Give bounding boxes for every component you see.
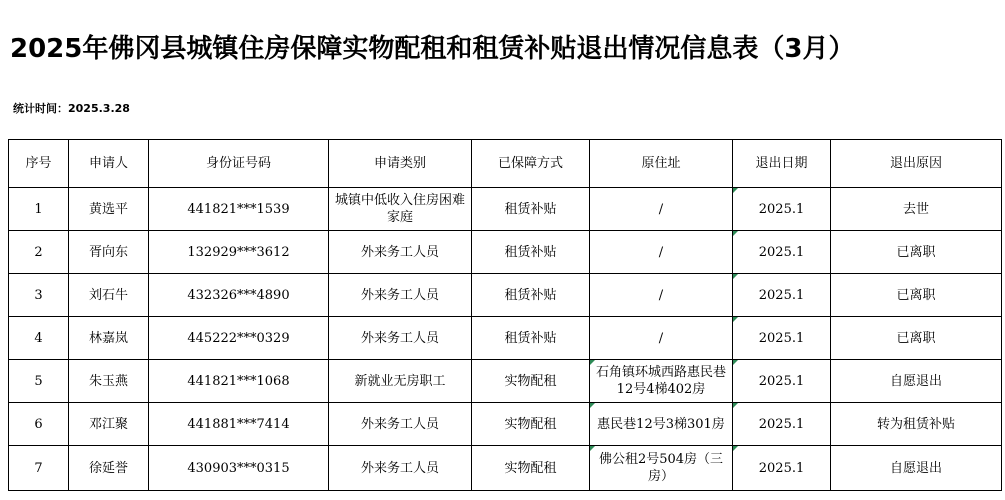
table-header-row [9, 140, 1002, 188]
cell-applicant: 胥向东 [69, 231, 149, 274]
statistics-time: 统计时间：2025.3.28 [13, 102, 130, 115]
cell-exit-date: 2025.1 [733, 231, 831, 274]
cell-mode: 租赁补贴 [472, 188, 590, 231]
cell-mode: 租赁补贴 [472, 231, 590, 274]
cell-id-number: 441821***1539 [149, 188, 329, 231]
cell-exit-date: 2025.1 [733, 403, 831, 446]
cell-exit-date: 2025.1 [733, 188, 831, 231]
cell-applicant: 黄选平 [69, 188, 149, 231]
cell-category: 新就业无房职工 [329, 360, 472, 403]
table-row [9, 360, 1002, 403]
cell-exit-reason: 转为租赁补贴 [831, 403, 1002, 446]
cell-exit-reason: 自愿退出 [831, 446, 1002, 491]
table-row [9, 274, 1002, 317]
cell-id-number: 432326***4890 [149, 274, 329, 317]
cell-id-number: 430903***0315 [149, 446, 329, 491]
cell-exit-date: 2025.1 [733, 317, 831, 360]
cell-exit-reason: 已离职 [831, 317, 1002, 360]
table-row [9, 188, 1002, 231]
cell-category: 外来务工人员 [329, 403, 472, 446]
cell-mode: 实物配租 [472, 446, 590, 491]
cell-exit-reason: 已离职 [831, 231, 1002, 274]
header-no: 序号 [9, 140, 69, 188]
cell-address: / [590, 317, 733, 360]
cell-applicant: 刘石牛 [69, 274, 149, 317]
exit-info-table [8, 139, 1002, 491]
cell-exit-reason: 自愿退出 [831, 360, 1002, 403]
cell-applicant: 朱玉燕 [69, 360, 149, 403]
cell-category: 城镇中低收入住房困难家庭 [329, 188, 472, 231]
cell-no: 2 [9, 231, 69, 274]
cell-no: 3 [9, 274, 69, 317]
cell-applicant: 徐延誉 [69, 446, 149, 491]
page-title: 2025年佛冈县城镇住房保障实物配租和租赁补贴退出情况信息表（3月） [10, 34, 855, 64]
header-exit-reason: 退出原因 [831, 140, 1002, 188]
cell-exit-date: 2025.1 [733, 446, 831, 491]
header-category: 申请类别 [329, 140, 472, 188]
cell-address: / [590, 274, 733, 317]
cell-exit-reason: 已离职 [831, 274, 1002, 317]
cell-no: 7 [9, 446, 69, 491]
cell-applicant: 邓江聚 [69, 403, 149, 446]
cell-address: 佛公租2号504房（三房） [590, 446, 733, 491]
cell-category: 外来务工人员 [329, 231, 472, 274]
cell-address: 惠民巷12号3梯301房 [590, 403, 733, 446]
table-row [9, 231, 1002, 274]
header-id-number: 身份证号码 [149, 140, 329, 188]
cell-mode: 实物配租 [472, 360, 590, 403]
cell-applicant: 林嘉岚 [69, 317, 149, 360]
cell-no: 1 [9, 188, 69, 231]
cell-no: 6 [9, 403, 69, 446]
cell-id-number: 441821***1068 [149, 360, 329, 403]
cell-exit-reason: 去世 [831, 188, 1002, 231]
table-row [9, 403, 1002, 446]
header-mode: 已保障方式 [472, 140, 590, 188]
cell-mode: 租赁补贴 [472, 317, 590, 360]
cell-id-number: 441881***7414 [149, 403, 329, 446]
cell-address: / [590, 188, 733, 231]
table-row [9, 317, 1002, 360]
cell-id-number: 132929***3612 [149, 231, 329, 274]
header-exit-date: 退出日期 [733, 140, 831, 188]
header-applicant: 申请人 [69, 140, 149, 188]
cell-address: / [590, 231, 733, 274]
cell-category: 外来务工人员 [329, 446, 472, 491]
cell-address: 石角镇环城西路惠民巷12号4梯402房 [590, 360, 733, 403]
cell-category: 外来务工人员 [329, 274, 472, 317]
cell-category: 外来务工人员 [329, 317, 472, 360]
cell-no: 5 [9, 360, 69, 403]
header-address: 原住址 [590, 140, 733, 188]
cell-no: 4 [9, 317, 69, 360]
cell-mode: 实物配租 [472, 403, 590, 446]
table-row [9, 446, 1002, 491]
cell-exit-date: 2025.1 [733, 360, 831, 403]
cell-id-number: 445222***0329 [149, 317, 329, 360]
cell-mode: 租赁补贴 [472, 274, 590, 317]
cell-exit-date: 2025.1 [733, 274, 831, 317]
